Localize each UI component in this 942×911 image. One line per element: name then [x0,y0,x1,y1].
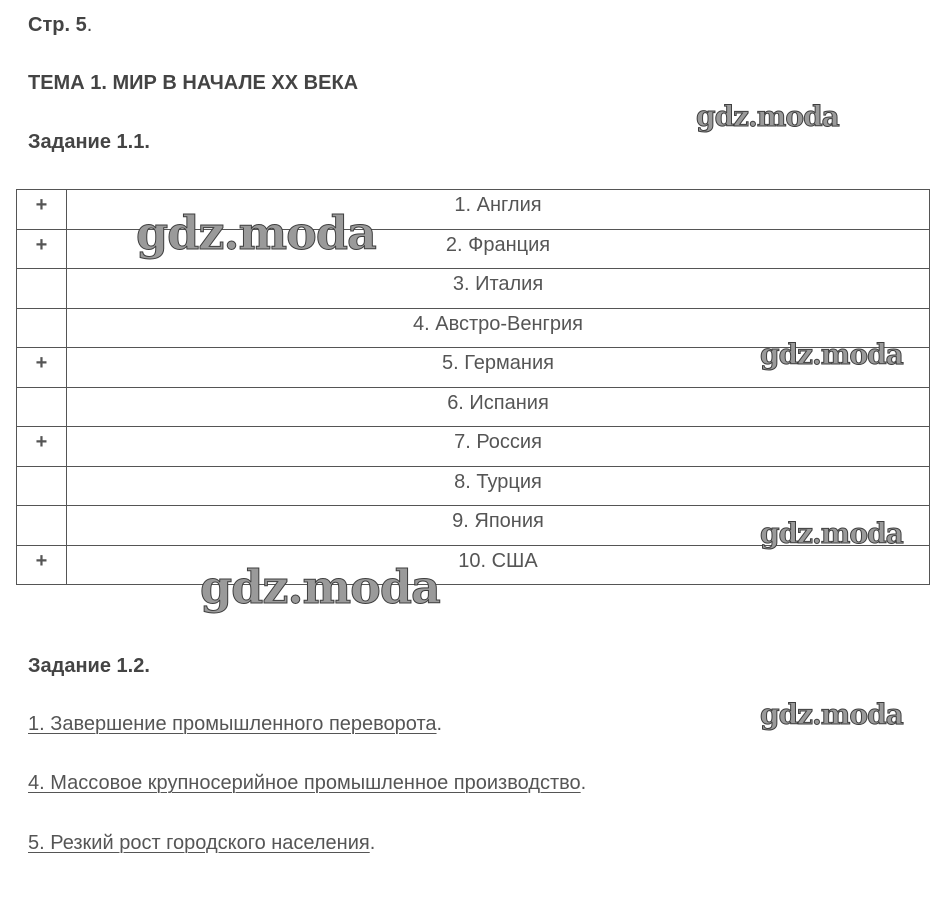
mark-cell [17,269,67,309]
mark-cell: + [17,229,67,269]
mark-cell [17,506,67,546]
task-1-2-heading: Задание 1.2. [28,655,150,677]
page-number: Стр. 5 [28,14,87,36]
country-cell: 10. США [67,545,930,585]
answer-item [28,772,586,795]
country-cell: 5. Германия [67,348,930,388]
mark-cell: + [17,190,67,230]
page-number-dot: . [86,14,93,36]
answer-text: 5. Резкий рост городского населения [28,832,370,854]
table-row [17,427,930,467]
topic-title: ТЕМА 1. МИР В НАЧАЛЕ XX ВЕКА [28,72,359,94]
mark-cell [17,387,67,427]
country-cell: 7. Россия [67,427,930,467]
country-cell: 4. Австро-Венгрия [67,308,930,348]
watermark: gdz.moda [136,206,376,260]
country-cell: 8. Турция [67,466,930,506]
answer-end: . [580,772,587,794]
answer-end: . [369,832,376,854]
mark-cell [17,466,67,506]
watermark: gdz.moda [760,517,903,550]
table-row [17,387,930,427]
answer-item [28,713,442,736]
watermark: gdz.moda [760,338,903,371]
watermark: gdz.moda [200,560,440,614]
table-row [17,545,930,585]
watermark: gdz.moda [696,100,839,133]
country-cell: 2. Франция [67,229,930,269]
mark-cell: + [17,545,67,585]
answer-item [28,832,375,855]
country-cell: 1. Англия [67,190,930,230]
mark-cell: + [17,348,67,388]
answer-text: 1. Завершение промышленного переворота [28,713,437,735]
answer-text: 4. Массовое крупносерийное промышленное производство [28,772,581,794]
mark-cell: + [17,427,67,467]
watermark: gdz.moda [760,698,903,731]
country-cell: 6. Испания [67,387,930,427]
country-cell: 3. Италия [67,269,930,309]
answer-end: . [436,713,443,735]
table-row [17,466,930,506]
page-reference [28,14,92,37]
task-1-1-heading: Задание 1.1. [28,131,150,153]
mark-cell [17,308,67,348]
country-cell: 9. Япония [67,506,930,546]
table-row [17,269,930,309]
